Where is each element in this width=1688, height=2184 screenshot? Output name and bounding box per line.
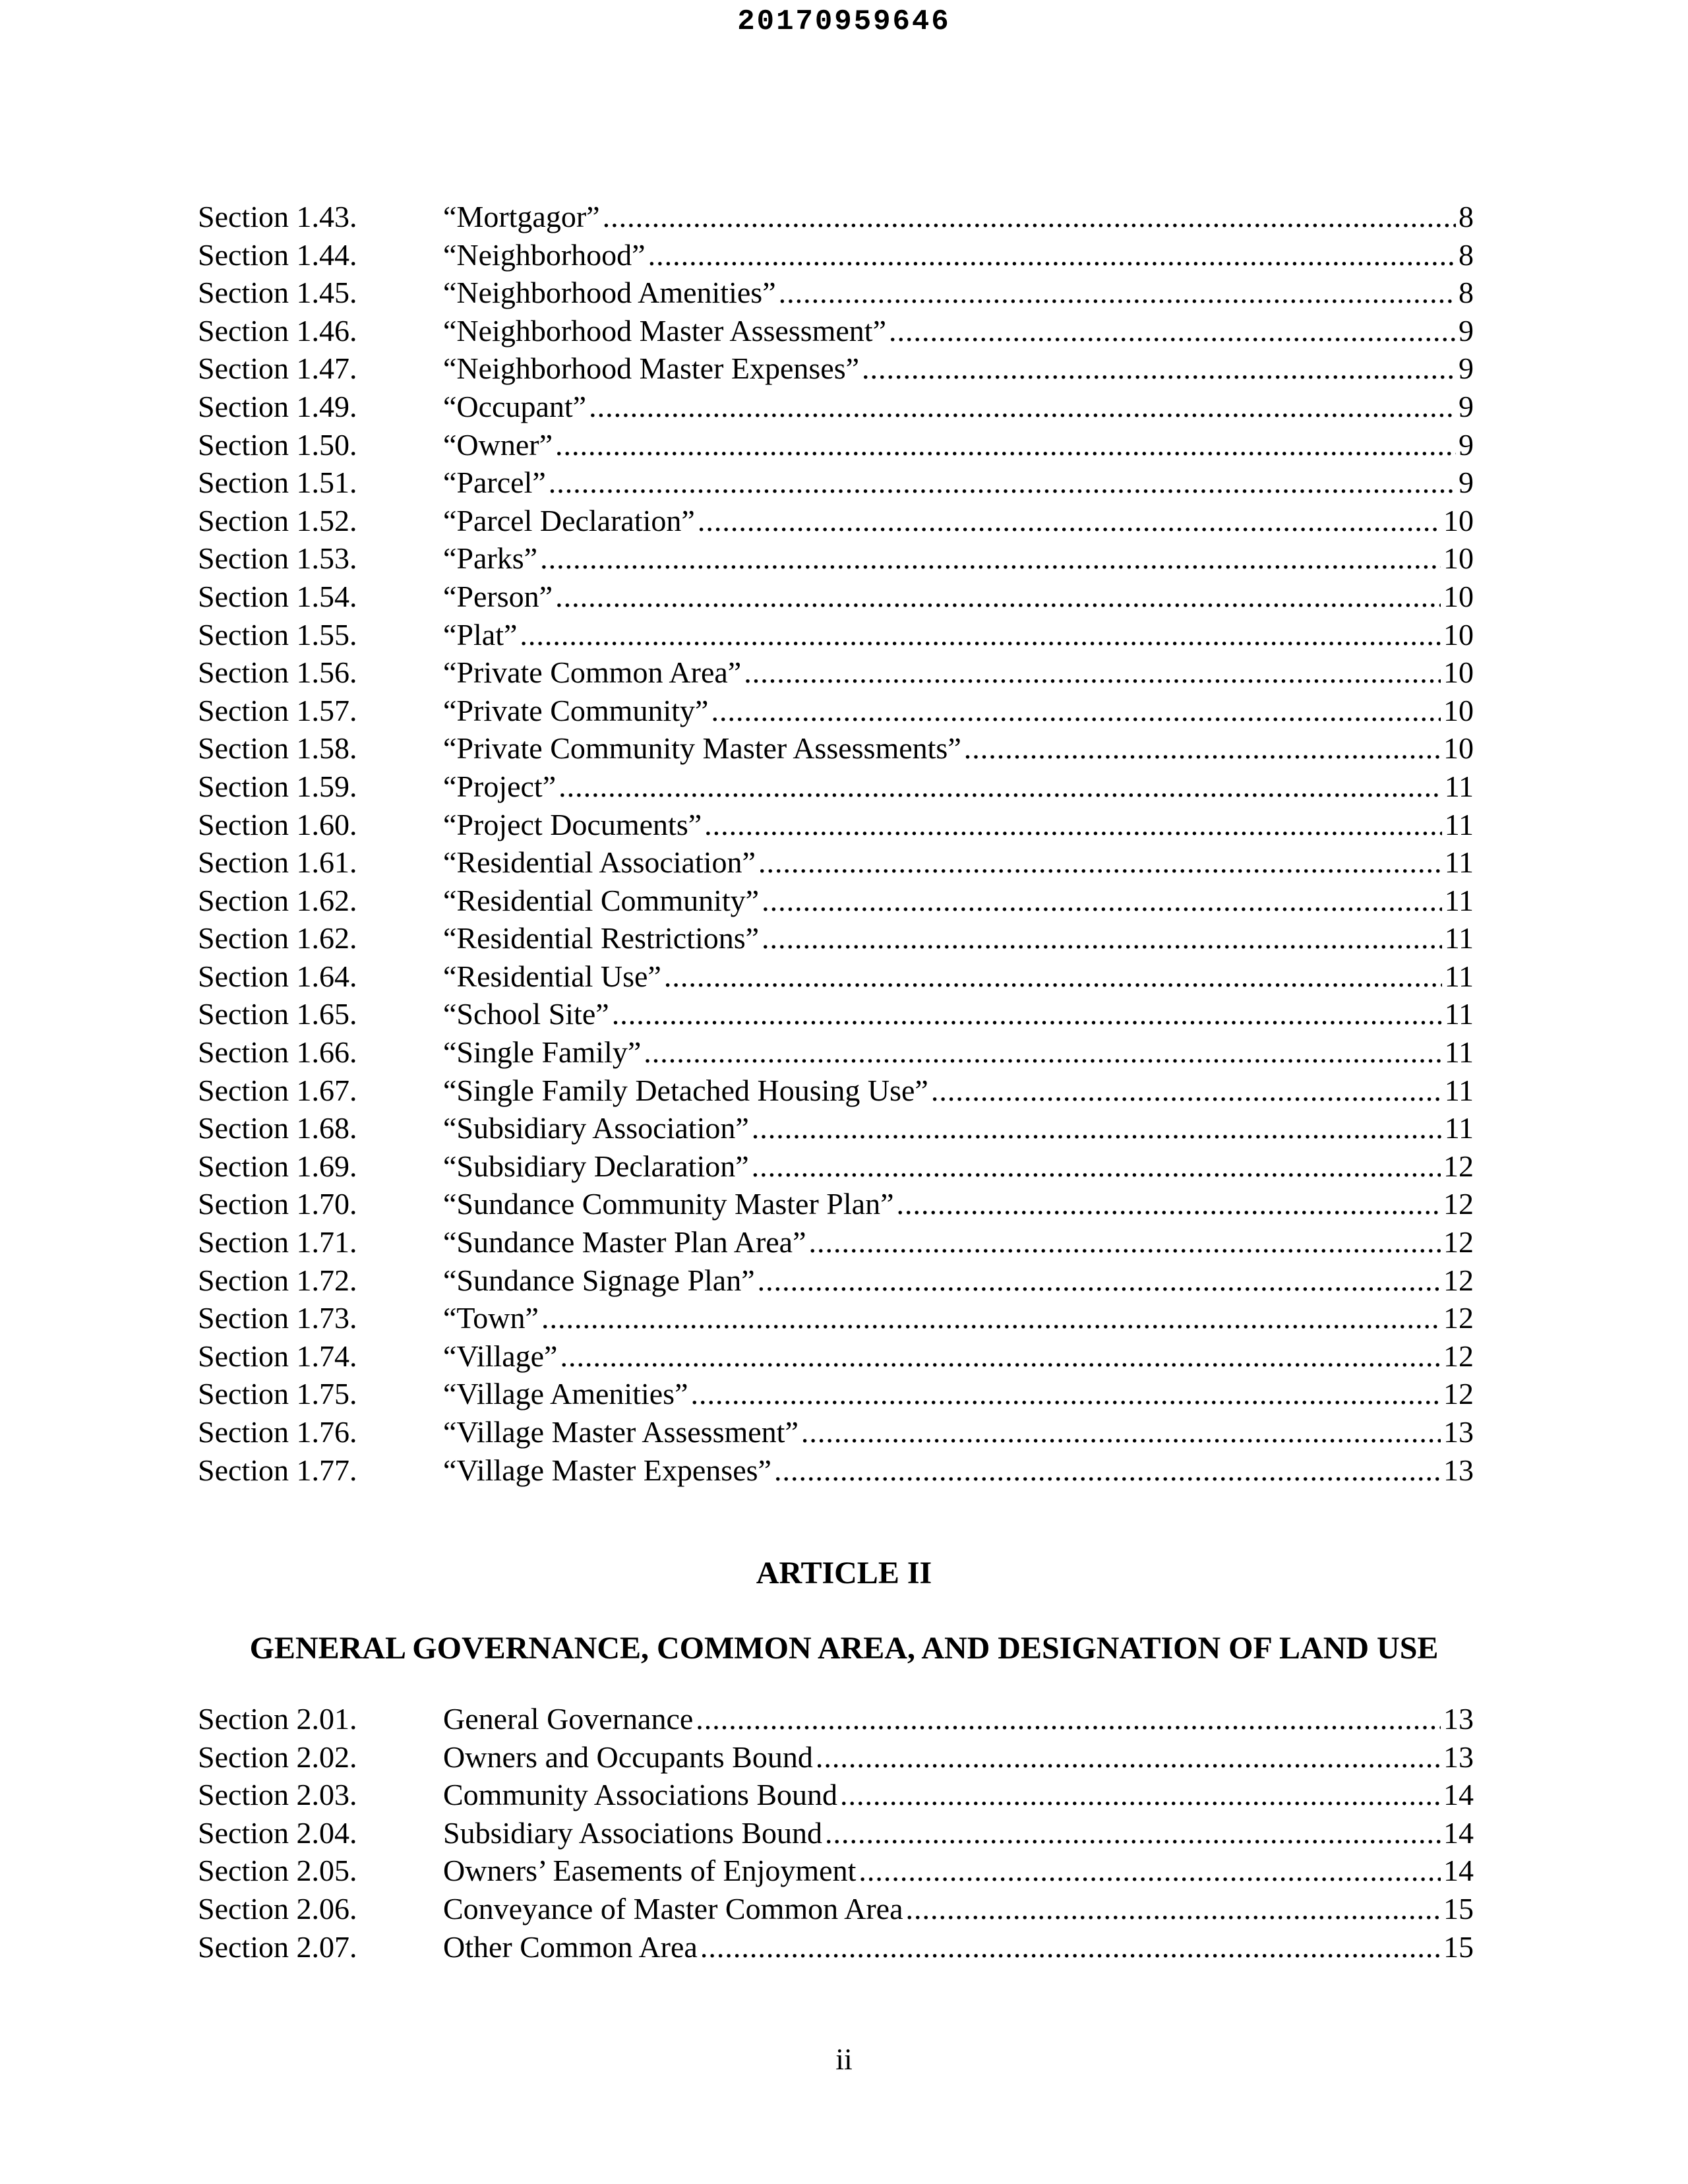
toc-entry-title: Subsidiary Associations Bound [443, 1815, 823, 1850]
dot-leader [555, 426, 1456, 464]
toc-entry [198, 1738, 1474, 1776]
toc-entry [198, 1033, 1474, 1072]
toc-entry [198, 578, 1474, 616]
dot-leader [549, 464, 1456, 502]
toc-page-number: 11 [1444, 807, 1474, 841]
dot-leader [691, 1375, 1441, 1413]
dot-leader [711, 692, 1441, 730]
toc-section-number: Section 1.49. [198, 389, 357, 423]
toc-entry [198, 274, 1474, 312]
toc-entry [198, 502, 1474, 540]
toc-section-number: Section 1.62. [198, 921, 357, 956]
toc-section-number: Section 1.53. [198, 541, 357, 576]
toc-entry-title: Conveyance of Master Common Area [443, 1891, 903, 1926]
dot-leader [840, 1776, 1441, 1814]
toc-section-number: Section 1.69. [198, 1149, 357, 1183]
toc-entry-title: “Residential Community” [443, 883, 760, 917]
toc-entry-title: “Private Community Master Assessments” [443, 731, 961, 766]
toc-section-number: Section 2.03. [198, 1778, 357, 1812]
toc-entry-title: Community Associations Bound [443, 1778, 838, 1812]
toc-page-number: 12 [1443, 1149, 1474, 1183]
toc-page-number: 15 [1443, 1891, 1474, 1926]
dot-leader [801, 1413, 1441, 1451]
dot-leader [758, 1261, 1441, 1300]
toc-page-number: 11 [1444, 1035, 1474, 1070]
dot-leader [744, 653, 1441, 692]
toc-section-number: Section 1.66. [198, 1035, 357, 1070]
toc-entry [198, 1185, 1474, 1223]
toc-entry-title: “Owner” [443, 427, 553, 462]
toc-entry [198, 957, 1474, 996]
toc-entry-title: “Private Community” [443, 693, 709, 727]
toc-entry [198, 653, 1474, 692]
document-number: 20170959646 [737, 5, 951, 38]
toc-page-number: 9 [1459, 313, 1474, 348]
toc-entry-title: General Governance [443, 1702, 694, 1736]
toc-page-number: 10 [1443, 541, 1474, 576]
toc-section-number: Section 1.51. [198, 466, 357, 500]
toc-entry [198, 729, 1474, 768]
toc-section-number: Section 1.64. [198, 959, 357, 993]
toc-page-number: 8 [1459, 276, 1474, 310]
dot-leader [558, 768, 1442, 806]
toc-page-number: 10 [1443, 731, 1474, 766]
toc-section-number: Section 2.01. [198, 1702, 357, 1736]
toc-entry [198, 1337, 1474, 1376]
toc-section-number: Section 1.68. [198, 1111, 357, 1145]
toc-entry [198, 1814, 1474, 1852]
toc-entry [198, 843, 1474, 882]
dot-leader [555, 578, 1441, 616]
page-number: ii [835, 2042, 853, 2076]
toc-page-number: 8 [1459, 200, 1474, 233]
toc-page-number: 12 [1443, 1225, 1474, 1259]
toc-entry [198, 236, 1474, 274]
toc-section-number: Section 1.75. [198, 1377, 357, 1411]
toc-entry [198, 312, 1474, 350]
toc-entry-title: “Neighborhood” [443, 237, 646, 272]
toc-entry-title: “Single Family” [443, 1035, 642, 1070]
toc-page-number: 11 [1444, 959, 1474, 993]
toc-entry [198, 1928, 1474, 1966]
dot-leader [825, 1814, 1441, 1852]
toc-section-number: Section 2.02. [198, 1740, 357, 1774]
dot-leader [964, 729, 1441, 768]
toc-entry [198, 1700, 1474, 1738]
dot-leader [762, 919, 1442, 957]
dot-leader [589, 388, 1456, 426]
toc-page-number: 9 [1459, 427, 1474, 462]
toc-section-number: Section 1.77. [198, 1453, 357, 1487]
toc-entry [198, 995, 1474, 1033]
toc-page-number: 8 [1459, 237, 1474, 272]
toc-page-number: 12 [1443, 1377, 1474, 1411]
toc-page-number: 10 [1443, 655, 1474, 690]
toc-page-number: 14 [1443, 1854, 1474, 1888]
toc-section-number: Section 1.44. [198, 237, 357, 272]
toc-entry-title: “Parcel” [443, 466, 546, 500]
dot-leader [859, 1852, 1441, 1890]
dot-leader [696, 1700, 1441, 1738]
toc-section-number: Section 1.62. [198, 883, 357, 917]
dot-leader [752, 1147, 1441, 1186]
toc-entry-title: “Project Documents” [443, 807, 702, 841]
toc-entry [198, 1147, 1474, 1186]
toc-entry [198, 464, 1474, 502]
toc-entry [198, 539, 1474, 578]
dot-leader [644, 1033, 1441, 1072]
toc-entry-title: Owners’ Easements of Enjoyment [443, 1854, 857, 1888]
dot-leader [752, 1109, 1442, 1147]
toc-entry-title: “Mortgagor” [443, 200, 600, 233]
toc-entry [198, 616, 1474, 654]
toc-list-article-1 [198, 198, 1474, 1489]
article-title: GENERAL GOVERNANCE, COMMON AREA, AND DESIGNATION OF LAND USE [249, 1631, 1439, 1666]
toc-section-number: Section 1.55. [198, 617, 357, 652]
toc-entry [198, 1072, 1474, 1110]
toc-list-article-2 [198, 1700, 1474, 1966]
toc-entry [198, 1890, 1474, 1928]
dot-leader [612, 995, 1442, 1033]
toc-section-number: Section 1.52. [198, 503, 357, 537]
toc-entry-title: “School Site” [443, 997, 609, 1031]
toc-section-number: Section 1.57. [198, 693, 357, 727]
toc-page-number: 13 [1443, 1740, 1474, 1774]
toc-entry-title: “Subsidiary Association” [443, 1111, 749, 1145]
toc-page-number: 11 [1444, 769, 1474, 803]
toc-entry [198, 1261, 1474, 1300]
toc-section-number: Section 1.46. [198, 313, 357, 348]
toc-entry-title: Owners and Occupants Bound [443, 1740, 813, 1774]
toc-section-number: Section 1.65. [198, 997, 357, 1031]
dot-leader [648, 236, 1456, 274]
toc-section-number: Section 2.05. [198, 1854, 357, 1888]
dot-leader [540, 539, 1441, 578]
toc-section-number: Section 1.47. [198, 351, 357, 386]
toc-entry [198, 919, 1474, 957]
dot-leader [774, 1451, 1441, 1490]
toc-entry-title: “Village Master Expenses” [443, 1453, 771, 1487]
toc-entry-title: “Sundance Master Plan Area” [443, 1225, 806, 1259]
toc-section-number: Section 1.58. [198, 731, 357, 766]
toc-section-number: Section 1.73. [198, 1301, 357, 1335]
toc-section-number: Section 1.45. [198, 276, 357, 310]
toc-section-number: Section 1.74. [198, 1339, 357, 1373]
toc-section-number: Section 1.43. [198, 200, 357, 233]
toc-entry-title: “Project” [443, 769, 557, 803]
toc-entry-title: “Person” [443, 579, 553, 613]
toc-section-number: Section 1.67. [198, 1073, 357, 1107]
toc-section-number: Section 1.70. [198, 1187, 357, 1221]
dot-leader [603, 198, 1456, 236]
dot-leader [704, 806, 1442, 844]
toc-entry-title: “Occupant” [443, 389, 587, 423]
toc-entry-title: “Sundance Signage Plan” [443, 1263, 755, 1297]
toc-page-number: 11 [1444, 845, 1474, 880]
toc-entry [198, 1413, 1474, 1451]
toc-section-number: Section 2.06. [198, 1891, 357, 1926]
toc-entry [198, 349, 1474, 388]
toc-section-number: Section 2.04. [198, 1815, 357, 1850]
toc-section-number: Section 1.71. [198, 1225, 357, 1259]
toc-section-number: Section 2.07. [198, 1929, 357, 1964]
toc-entry-title: “Parks” [443, 541, 538, 576]
toc-entry-title: “Single Family Detached Housing Use” [443, 1073, 928, 1107]
toc-entry-title: Other Common Area [443, 1929, 698, 1964]
toc-entry-title: “Residential Restrictions” [443, 921, 760, 956]
toc-entry [198, 198, 1474, 236]
toc-page-number: 10 [1443, 503, 1474, 537]
toc-section-number: Section 1.72. [198, 1263, 357, 1297]
toc-page-number: 14 [1443, 1778, 1474, 1812]
toc-entry [198, 806, 1474, 844]
toc-entry [198, 1852, 1474, 1890]
dot-leader [698, 502, 1441, 540]
dot-leader [897, 1185, 1441, 1223]
toc-page-number: 12 [1443, 1263, 1474, 1297]
toc-entry [198, 426, 1474, 464]
toc-entry-title: “Village Master Assessment” [443, 1415, 799, 1449]
toc-entry-title: “Parcel Declaration” [443, 503, 695, 537]
dot-leader [541, 1299, 1441, 1337]
toc-entry-title: “Village Amenities” [443, 1377, 688, 1411]
toc-page-number: 11 [1444, 1073, 1474, 1107]
toc-section-number: Section 1.76. [198, 1415, 357, 1449]
dot-leader [700, 1928, 1441, 1966]
dot-leader [905, 1890, 1441, 1928]
toc-entry [198, 1375, 1474, 1413]
toc-entry-title: “Sundance Community Master Plan” [443, 1187, 894, 1221]
toc-page-number: 11 [1444, 997, 1474, 1031]
toc-page-number: 12 [1443, 1187, 1474, 1221]
toc-page-number: 9 [1459, 351, 1474, 386]
toc-section-number: Section 1.61. [198, 845, 357, 880]
toc-entry-title: “Private Common Area” [443, 655, 742, 690]
toc-page-number: 14 [1443, 1815, 1474, 1850]
dot-leader [779, 274, 1456, 312]
toc-entry-title: “Plat” [443, 617, 518, 652]
dot-leader [862, 349, 1456, 388]
toc-page-number: 9 [1459, 466, 1474, 500]
toc-page-number: 13 [1443, 1415, 1474, 1449]
toc-page-number: 11 [1444, 1111, 1474, 1145]
toc-entry [198, 882, 1474, 920]
toc-entry-title: “Residential Use” [443, 959, 661, 993]
toc-entry [198, 768, 1474, 806]
toc-page-number: 10 [1443, 693, 1474, 727]
toc-entry [198, 1451, 1474, 1490]
dot-leader [762, 882, 1442, 920]
dot-leader [931, 1072, 1442, 1110]
toc-page-number: 13 [1443, 1453, 1474, 1487]
dot-leader [560, 1337, 1441, 1376]
toc-page-number: 11 [1444, 921, 1474, 956]
toc-section-number: Section 1.54. [198, 579, 357, 613]
toc-entry [198, 1109, 1474, 1147]
article-heading: ARTICLE II [756, 1556, 932, 1591]
dot-leader [520, 616, 1441, 654]
toc-page-number: 9 [1459, 389, 1474, 423]
toc-entry-title: “Town” [443, 1301, 539, 1335]
toc-entry-title: “Village” [443, 1339, 558, 1373]
toc-entry-title: “Residential Association” [443, 845, 756, 880]
toc-entry [198, 388, 1474, 426]
toc-entry-title: “Subsidiary Declaration” [443, 1149, 749, 1183]
toc-page-number: 15 [1443, 1929, 1474, 1964]
toc-entry [198, 1299, 1474, 1337]
toc-page-number: 12 [1443, 1339, 1474, 1373]
toc-section-number: Section 1.59. [198, 769, 357, 803]
toc-entry [198, 1776, 1474, 1814]
toc-section-number: Section 1.60. [198, 807, 357, 841]
dot-leader [809, 1223, 1441, 1261]
toc-page-number: 10 [1443, 617, 1474, 652]
toc-section-number: Section 1.56. [198, 655, 357, 690]
toc-entry-title: “Neighborhood Amenities” [443, 276, 776, 310]
toc-page-number: 10 [1443, 579, 1474, 613]
toc-entry-title: “Neighborhood Master Expenses” [443, 351, 860, 386]
toc-entry [198, 1223, 1474, 1261]
toc-section-number: Section 1.50. [198, 427, 357, 462]
toc-page-number: 11 [1444, 883, 1474, 917]
toc-page-number: 12 [1443, 1301, 1474, 1335]
dot-leader [664, 957, 1442, 996]
dot-leader [816, 1738, 1441, 1776]
toc-entry-title: “Neighborhood Master Assessment” [443, 313, 886, 348]
dot-leader [889, 312, 1456, 350]
dot-leader [758, 843, 1442, 882]
toc-entry [198, 692, 1474, 730]
toc-page-number: 13 [1443, 1702, 1474, 1736]
